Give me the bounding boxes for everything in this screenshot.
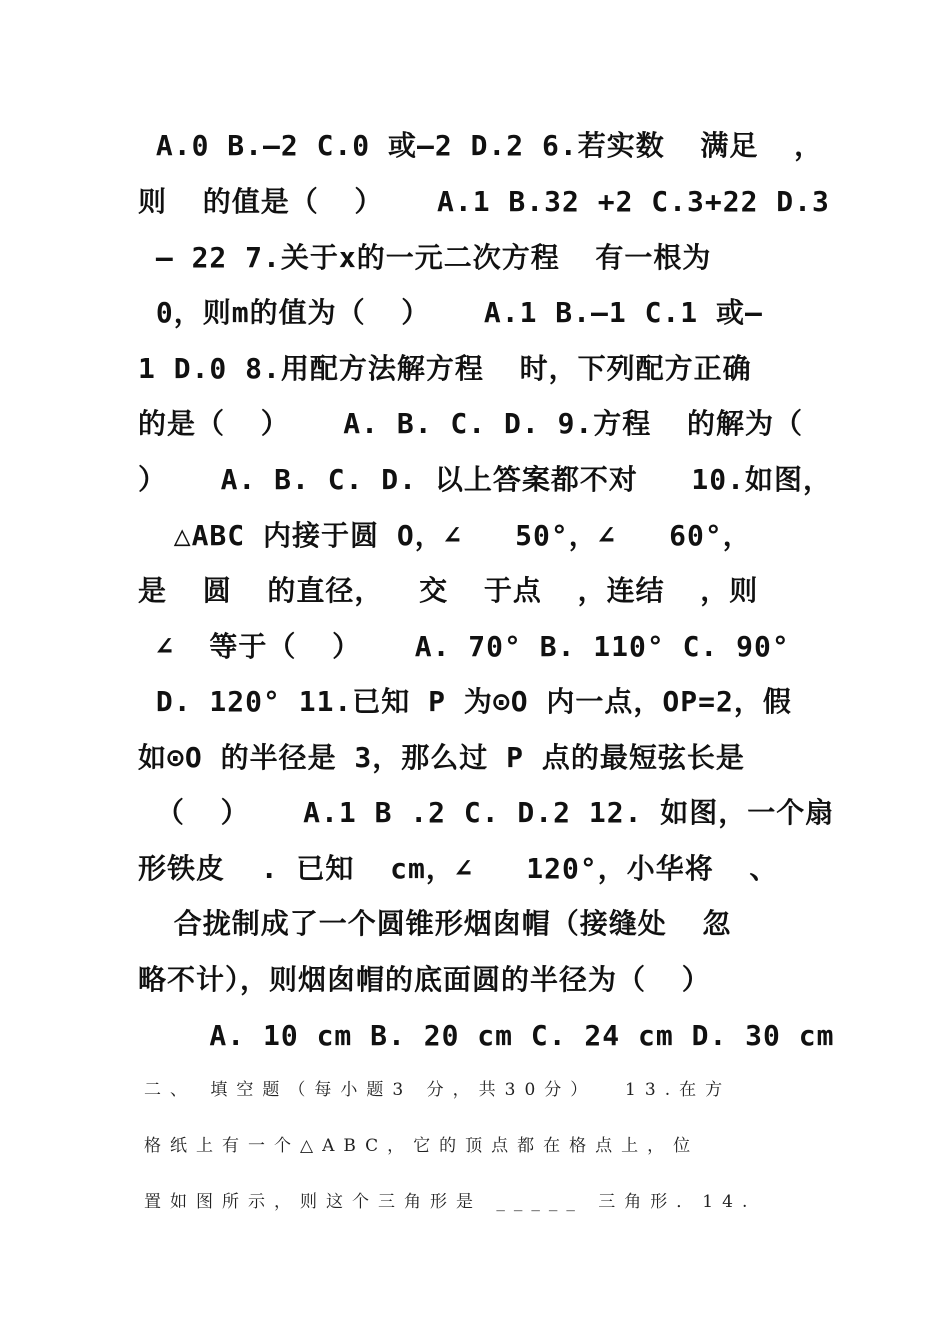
text-line-13: （ ） A.1 B .2 C. D.2 12. 如图，一个扇	[138, 796, 835, 829]
text-line-2: 则 的值是（ ） A.1 B.32 +2 C.3+22 D.3	[138, 185, 830, 218]
text-line-4: 0，则m的值为（ ） A.1 B.—1 C.1 或—	[138, 296, 763, 329]
text-line-9: 是 圆 的直径， 交 于点 ，连结 ，则	[138, 574, 759, 607]
text-line-12: 如⊙O 的半径是 3，那么过 P 点的最短弦长是	[138, 741, 745, 774]
text-line-15: 合拢制成了一个圆锥形烟囱帽（接缝处 忽	[138, 907, 732, 940]
text-line-16: 略不计），则烟囱帽的底面圆的半径为（ ）	[138, 963, 711, 996]
text-line-7: ） A. B. C. D. 以上答案都不对 10.如图，	[138, 463, 833, 496]
text-line-14: 形铁皮 . 已知 cm，∠ 120°，小华将 、	[138, 852, 779, 885]
text-line-8: △ABC 内接于圆 O，∠ 50°，∠ 60°，	[138, 519, 752, 552]
text-line-11: D. 120° 11.已知 P 为⊙O 内一点，OP=2，假	[138, 685, 792, 718]
text-line-17: A. 10 cm B. 20 cm C. 24 cm D. 30 cm	[138, 1019, 835, 1052]
section-line-2: 格纸上有一个△ABC，它的顶点都在格点上，位	[144, 1136, 700, 1156]
text-line-5: 1 D.0 8.用配方法解方程 时，下列配方正确	[138, 352, 752, 385]
section-line-3: 置如图所示，则这个三角形是 _____ 三角形．14.	[144, 1192, 757, 1212]
section-line-1: 二、 填空题（每小题3 分，共30分） 13.在方	[144, 1080, 732, 1100]
text-line-6: 的是（ ） A. B. C. D. 9.方程 的解为（	[138, 407, 804, 440]
text-line-1: A.0 B.—2 C.0 或—2 D.2 6.若实数 满足 ，	[138, 129, 824, 162]
text-line-3: — 22 7.关于x的一元二次方程 有一根为	[138, 241, 712, 274]
text-line-10: ∠ 等于（ ） A. 70° B. 110° C. 90°	[138, 630, 790, 663]
